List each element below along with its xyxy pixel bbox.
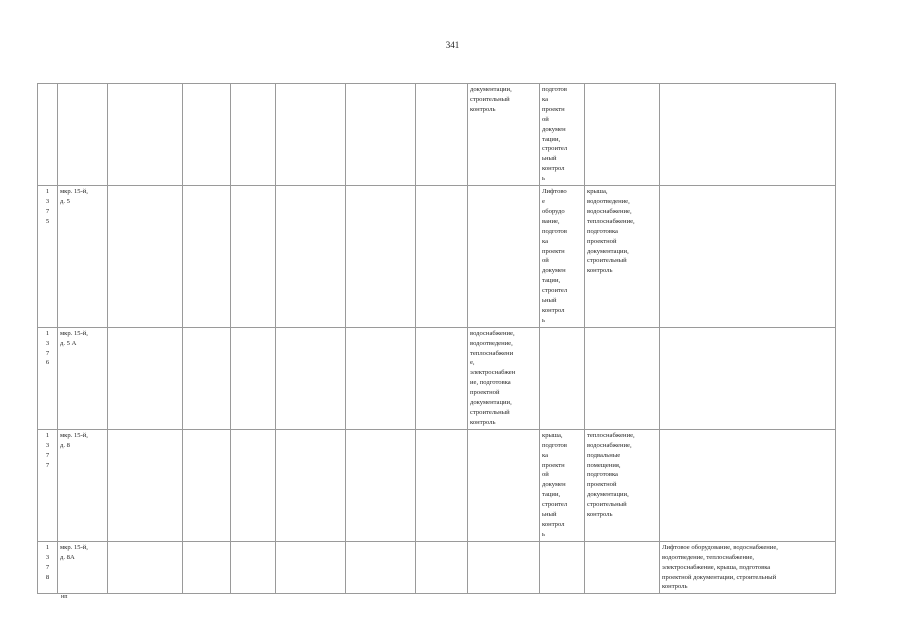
row-number-cell: 1 3 7 5 <box>38 186 58 328</box>
empty-cell <box>231 327 276 429</box>
empty-cell <box>231 429 276 541</box>
empty-cell <box>276 327 346 429</box>
row-number-cell: 1 3 7 7 <box>38 429 58 541</box>
work-type-cell <box>585 84 660 186</box>
empty-cell <box>346 327 416 429</box>
empty-cell <box>416 327 468 429</box>
empty-cell <box>183 429 231 541</box>
empty-cell <box>231 186 276 328</box>
address-cell <box>58 84 108 186</box>
empty-cell <box>183 327 231 429</box>
work-type-cell <box>660 84 836 186</box>
row-number-cell: 1 3 7 6 <box>38 327 58 429</box>
address-cell: мкр. 15-й, д. 5 <box>58 186 108 328</box>
work-type-cell <box>660 327 836 429</box>
empty-cell <box>416 429 468 541</box>
capital-repair-table <box>37 83 836 594</box>
work-type-cell: теплоснабжение, водоснабжение, подвальные помещения, подготовка проектной документации, строительный контроль <box>585 429 660 541</box>
empty-cell <box>183 84 231 186</box>
empty-cell <box>276 541 346 594</box>
empty-cell <box>346 186 416 328</box>
table-row <box>38 541 836 594</box>
empty-cell <box>183 541 231 594</box>
table-row <box>38 327 836 429</box>
empty-cell <box>416 541 468 594</box>
work-type-cell <box>660 186 836 328</box>
address-cell: мкр. 15-й, д. 8 <box>58 429 108 541</box>
empty-cell <box>346 84 416 186</box>
work-type-cell <box>585 327 660 429</box>
work-type-cell <box>540 327 585 429</box>
work-type-cell <box>468 429 540 541</box>
address-cell: мкр. 15-й, д. 5 А <box>58 327 108 429</box>
work-type-cell <box>468 186 540 328</box>
empty-cell <box>416 84 468 186</box>
work-type-cell: Лифтовое оборудование, водоснабжение, водоотведение, теплоснабжение, электроснабжение, крыша, подготовка проектной документации, строительный контроль <box>660 541 836 594</box>
empty-cell <box>276 186 346 328</box>
empty-cell <box>108 186 183 328</box>
work-type-cell: крыша, подготов ка проектн ой докумен тации, строител ьный контрол ь <box>540 429 585 541</box>
work-type-cell: документации, строительный контроль <box>468 84 540 186</box>
footer-text: нп <box>61 594 68 600</box>
empty-cell <box>231 541 276 594</box>
work-type-cell: Лифтово е оборудо вание, подготов ка проектн ой докумен тации, строител ьный контрол ь <box>540 186 585 328</box>
empty-cell <box>416 186 468 328</box>
work-type-cell <box>468 541 540 594</box>
page-number: 341 <box>445 40 460 50</box>
table-row <box>38 186 836 328</box>
empty-cell <box>276 429 346 541</box>
empty-cell <box>108 429 183 541</box>
work-type-cell: крыша, водоотведение, водоснабжение, теплоснабжение, подготовка проектной документации, строительный контроль <box>585 186 660 328</box>
empty-cell <box>108 541 183 594</box>
table-row <box>38 84 836 186</box>
empty-cell <box>346 541 416 594</box>
address-cell: мкр. 15-й, д. 8А <box>58 541 108 594</box>
table-row <box>38 429 836 541</box>
work-type-cell: подготов ка проектн ой докумен тации, строител ьный контрол ь <box>540 84 585 186</box>
row-number-cell: 1 3 7 8 <box>38 541 58 594</box>
work-type-cell <box>540 541 585 594</box>
work-type-cell: водоснабжение, водоотведение, теплоснабжени е, электроснабжен ие, подготовка проектной документации, строительный контроль <box>468 327 540 429</box>
empty-cell <box>346 429 416 541</box>
work-type-cell <box>585 541 660 594</box>
empty-cell <box>276 84 346 186</box>
empty-cell <box>231 84 276 186</box>
row-number-cell <box>38 84 58 186</box>
work-type-cell <box>660 429 836 541</box>
empty-cell <box>108 84 183 186</box>
empty-cell <box>183 186 231 328</box>
empty-cell <box>108 327 183 429</box>
